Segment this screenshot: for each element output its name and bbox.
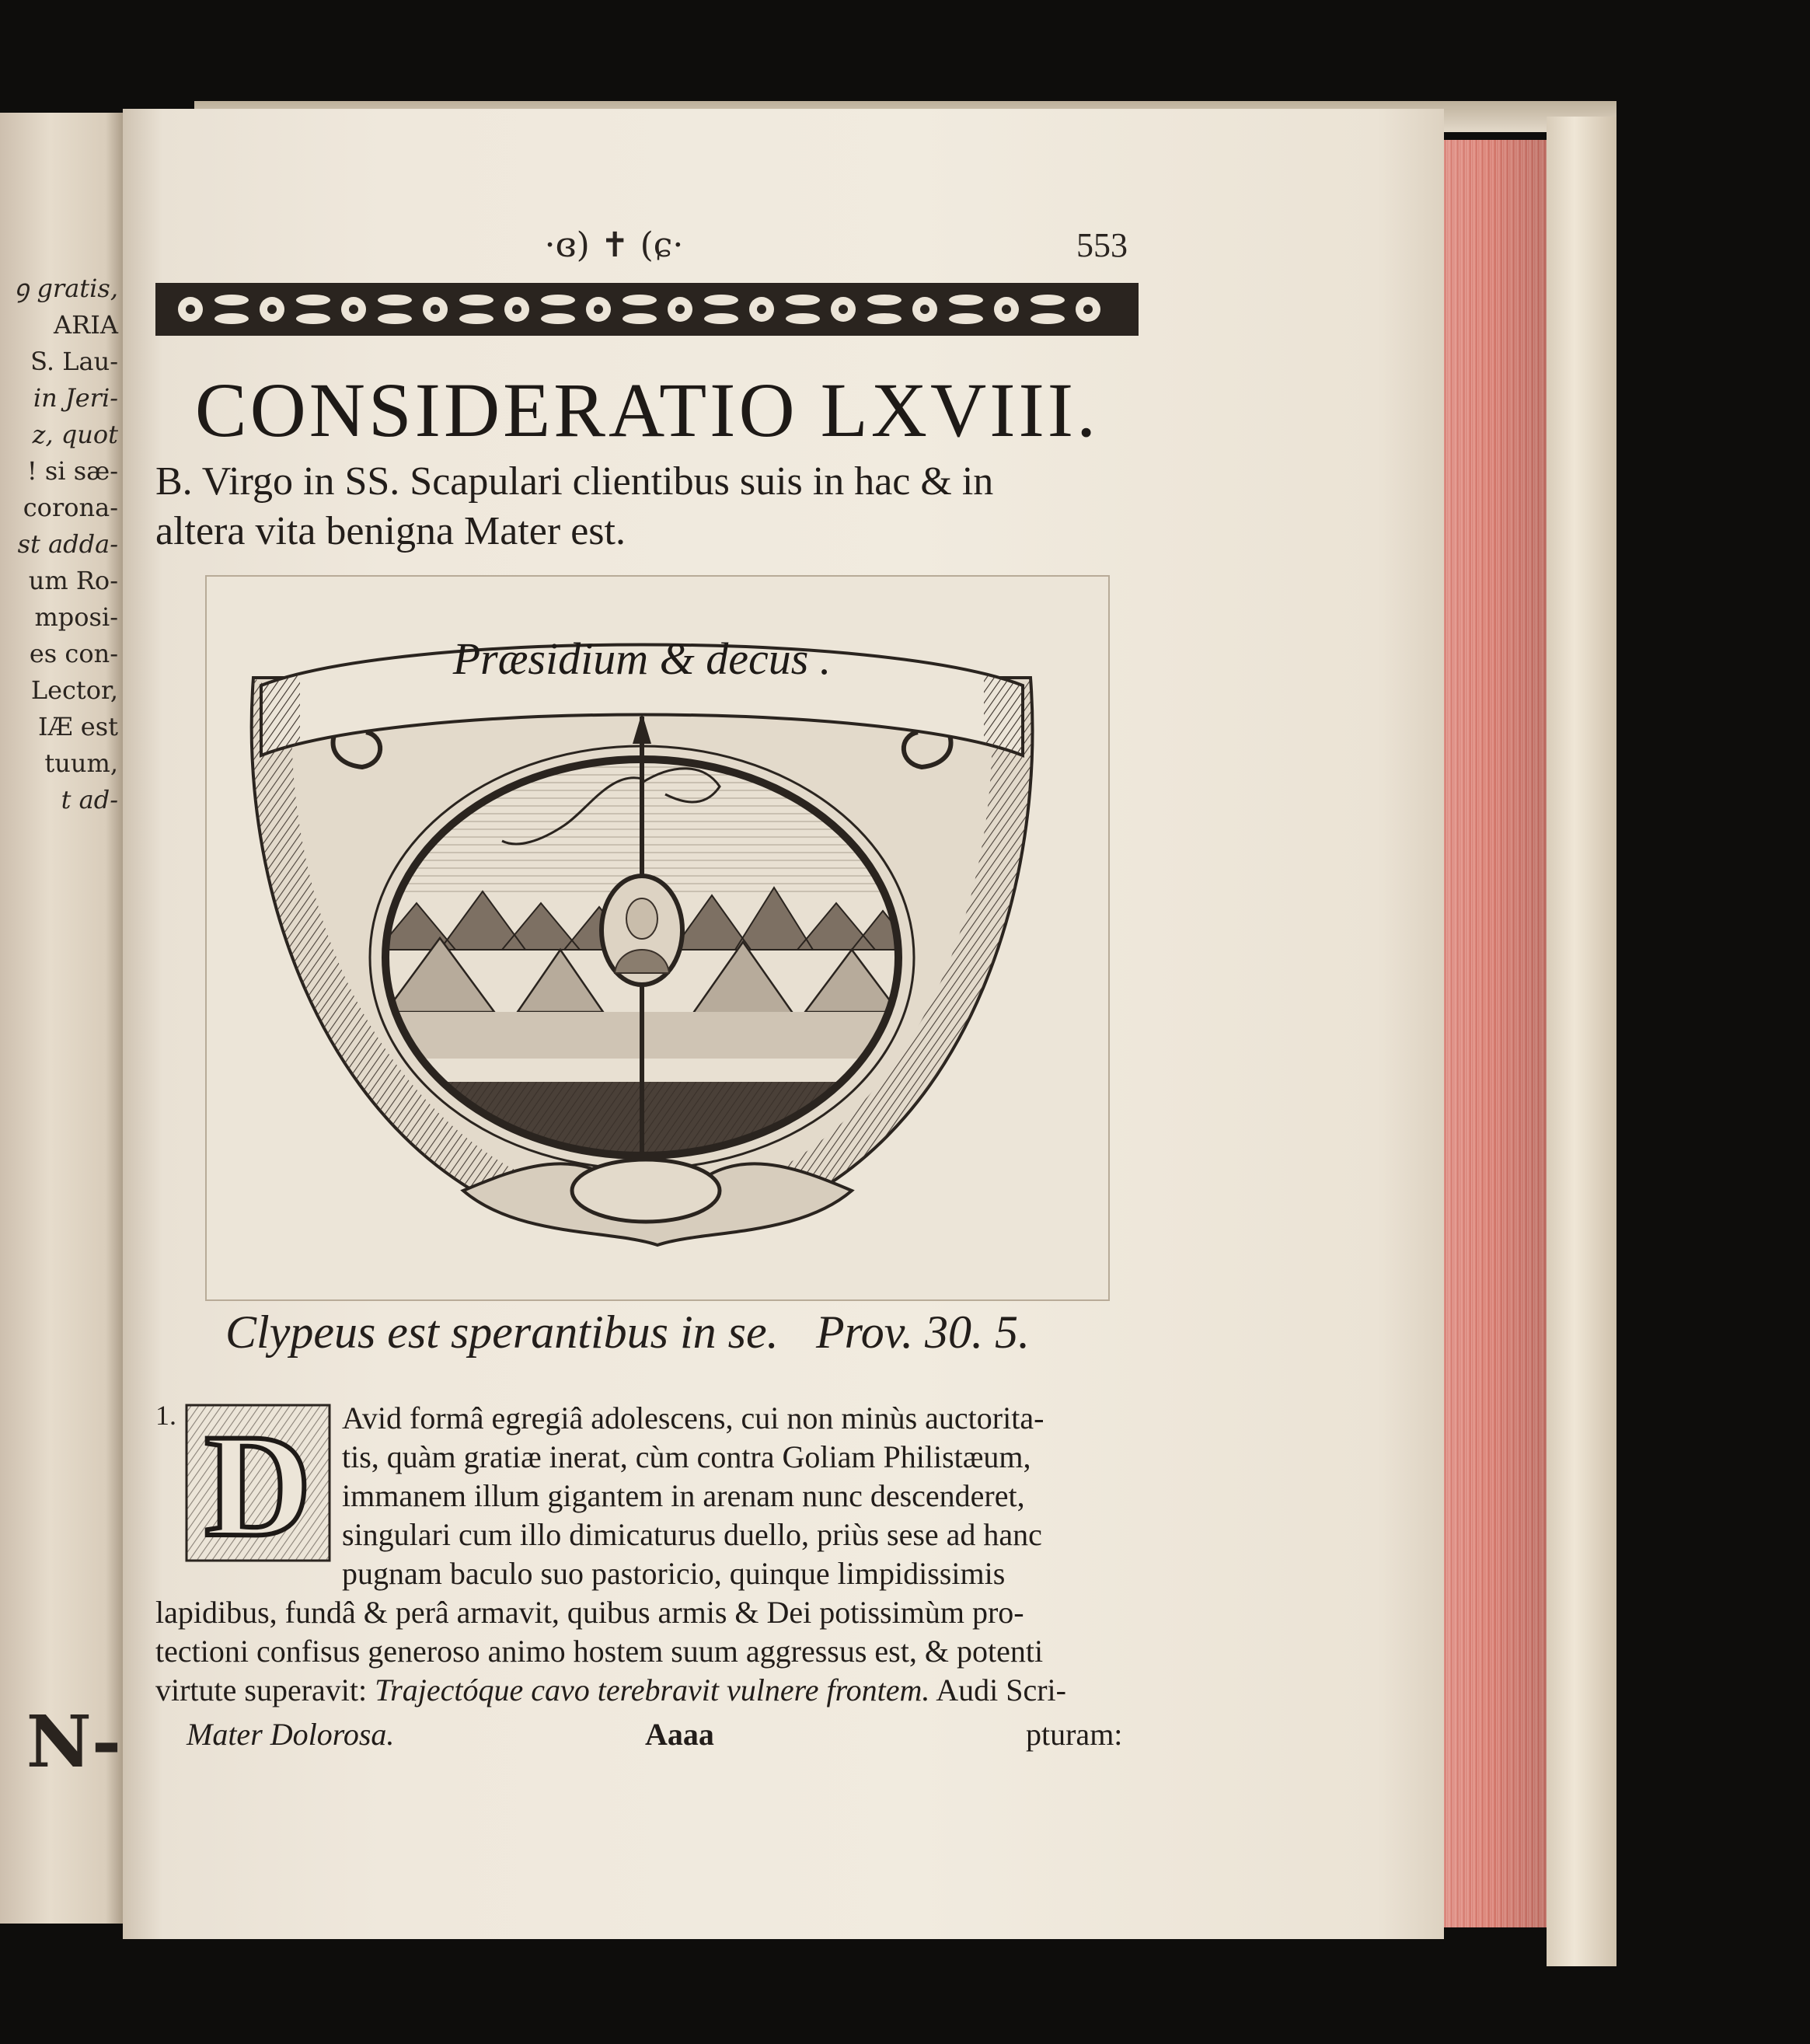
body-text: Audi Scri- bbox=[936, 1673, 1066, 1707]
caption-reference: Prov. 30. 5. bbox=[816, 1306, 1030, 1358]
left-bottom-text: N- bbox=[26, 1700, 121, 1784]
left-line: ARIA bbox=[54, 310, 118, 340]
verse-quote: Trajectóque cavo terebravit vulnere frontem. bbox=[375, 1673, 930, 1707]
catchword: pturam: bbox=[1026, 1717, 1123, 1752]
left-line: corona- bbox=[23, 493, 118, 522]
chapter-subtitle bbox=[155, 457, 1139, 556]
left-page bbox=[0, 113, 124, 1924]
footer-title: Mater Dolorosa. bbox=[187, 1717, 395, 1752]
body-text: virtute superavit: bbox=[155, 1673, 368, 1707]
floral-ornament-band bbox=[155, 278, 1139, 340]
left-line: IÆ est bbox=[37, 712, 118, 741]
banner-text: Præsidium & decus . bbox=[452, 633, 832, 684]
engraving-illustration bbox=[207, 577, 1108, 1299]
body-line: tis, quàm gratiæ inerat, cùm contra Goliam Philistæum, bbox=[342, 1439, 1031, 1474]
left-line: um Ro- bbox=[28, 566, 118, 595]
body-line: singulari cum illo dimicaturus duello, priùs sese ad hanc bbox=[342, 1517, 1042, 1552]
left-line: ꝯ gratis, bbox=[14, 274, 118, 303]
plate-caption bbox=[225, 1306, 1080, 1359]
engraving-plate bbox=[205, 575, 1110, 1301]
left-line: st adda- bbox=[17, 529, 118, 559]
paragraph-number: 1. bbox=[155, 1400, 176, 1431]
body-line: immanem illum gigantem in arenam nunc descenderet, bbox=[342, 1478, 1025, 1513]
left-line: S. Lau- bbox=[30, 347, 118, 376]
vellum-cover bbox=[1547, 117, 1616, 1966]
red-fore-edge bbox=[1428, 140, 1547, 1927]
subtitle-line: B. Virgo in SS. Scapulari clientibus suis in hac & in bbox=[155, 459, 994, 504]
body-line-last bbox=[155, 1671, 1136, 1710]
left-line: mposi- bbox=[34, 602, 118, 632]
left-line: tuum, bbox=[44, 748, 118, 778]
dropcap-ornament bbox=[180, 1399, 336, 1566]
chapter-title: CONSIDERATIO LXVIII. bbox=[194, 367, 1100, 453]
caption-text: Clypeus est sperantibus in se. bbox=[225, 1306, 779, 1358]
body-line: tectioni confisus generoso animo hostem suum aggressus est, & potenti bbox=[155, 1634, 1044, 1669]
left-line: z, quot bbox=[32, 420, 118, 449]
body-line: pugnam baculo suo pastoricio, quinque limpidissimis bbox=[342, 1556, 1006, 1591]
running-head: ·ɞ) ✝ (ɕ· bbox=[544, 225, 684, 265]
dropcap-letter: D bbox=[204, 1404, 312, 1566]
page-number: 553 bbox=[1076, 226, 1128, 264]
left-line: t ad- bbox=[61, 785, 118, 814]
body-line: lapidibus, fundâ & perâ armavit, quibus armis & Dei potissimùm pro- bbox=[155, 1595, 1024, 1630]
left-line: es con- bbox=[29, 639, 118, 668]
left-line: ! si sæ- bbox=[26, 456, 118, 486]
signature-mark: Aaaa bbox=[645, 1717, 714, 1752]
body-line: Avid formâ egregiâ adolescens, cui non minùs auctorita- bbox=[342, 1400, 1044, 1435]
left-line: Lector, bbox=[30, 675, 118, 705]
left-line: in Jeri- bbox=[33, 383, 118, 413]
subtitle-line: altera vita benigna Mater est. bbox=[155, 509, 626, 553]
